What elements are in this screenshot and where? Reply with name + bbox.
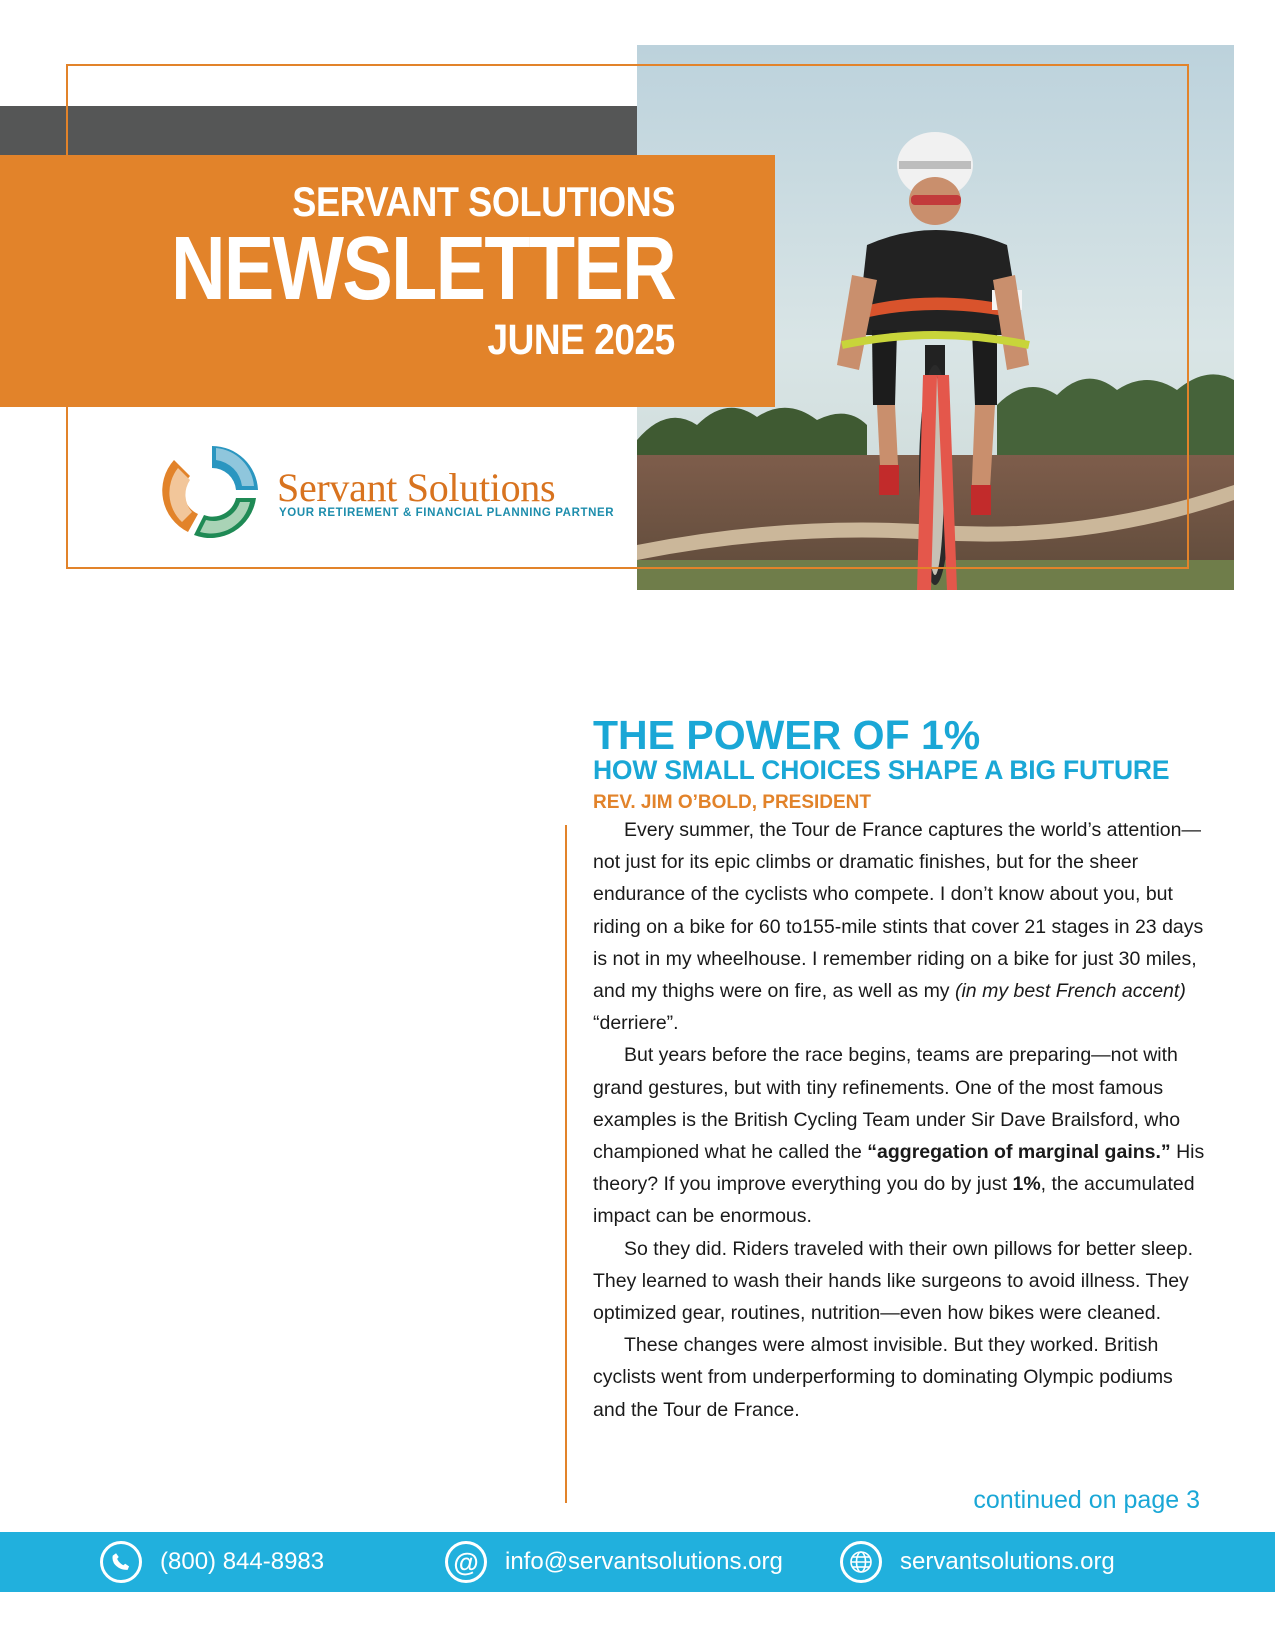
website-url: servantsolutions.org xyxy=(900,1548,1115,1575)
paragraph: But years before the race begins, teams are preparing—not with grand gestures, but with tiny refinements. One of the most famous examples is the British Cycling Team under Sir Dave Brailsford, who championed what he called the “aggregation of marginal gains.” His theory? If you improve everything you do by just 1%, the accumulated impact can be enormous. xyxy=(593,1044,1205,1228)
article-subtitle: HOW SMALL CHOICES SHAPE A BIG FUTURE xyxy=(593,755,1170,785)
footer-website[interactable] xyxy=(840,1532,1115,1592)
logo-tagline: YOUR RETIREMENT & FINANCIAL PLANNING PARTNER xyxy=(279,507,615,519)
masthead-line-1: SERVANT SOLUTIONS xyxy=(292,178,675,225)
at-sign-icon: @ xyxy=(445,1541,487,1583)
paragraph: These changes were almost invisible. But they worked. British cyclists went from underperforming to dominating Olympic podiums and the Tour de France. xyxy=(593,1334,1173,1421)
article-body xyxy=(593,814,1208,1426)
paragraph: Every summer, the Tour de France captures the world’s attention—not just for its epic climbs or dramatic finishes, but for the sheer endurance of the cyclists who compete. I don’t know about you, but riding on a bike for 60 to155-mile stints that cover 21 stages in 23 days is not in my wheelhouse. I remember riding on a bike for just 30 miles, and my thighs were on fire, as well as my (in my best French accent) “derriere”. xyxy=(593,819,1204,1035)
article-author: REV. JIM O’BOLD, PRESIDENT xyxy=(593,792,872,813)
footer-phone[interactable] xyxy=(100,1532,324,1592)
logo-mark-icon xyxy=(160,440,264,549)
masthead-date: JUNE 2025 xyxy=(487,316,675,364)
article-divider xyxy=(565,825,567,1503)
masthead-title: NEWSLETTER xyxy=(171,219,675,319)
footer-email[interactable] xyxy=(445,1532,783,1592)
phone-number: (800) 844-8983 xyxy=(160,1548,325,1575)
paragraph: So they did. Riders traveled with their own pillows for better sleep. They learned to wash their hands like surgeons to avoid illness. They optimized gear, routines, nutrition—even how bikes were cleaned. xyxy=(593,1237,1194,1325)
phone-icon xyxy=(100,1541,142,1583)
continued-link[interactable]: continued on page 3 xyxy=(973,1486,1200,1514)
header-gray-bar xyxy=(0,106,670,156)
article-title: THE POWER OF 1% xyxy=(593,712,981,758)
globe-icon xyxy=(840,1541,882,1583)
email-address: info@servantsolutions.org xyxy=(505,1548,783,1575)
contact-footer xyxy=(0,1532,1275,1592)
logo-name: Servant Solutions xyxy=(277,465,556,510)
